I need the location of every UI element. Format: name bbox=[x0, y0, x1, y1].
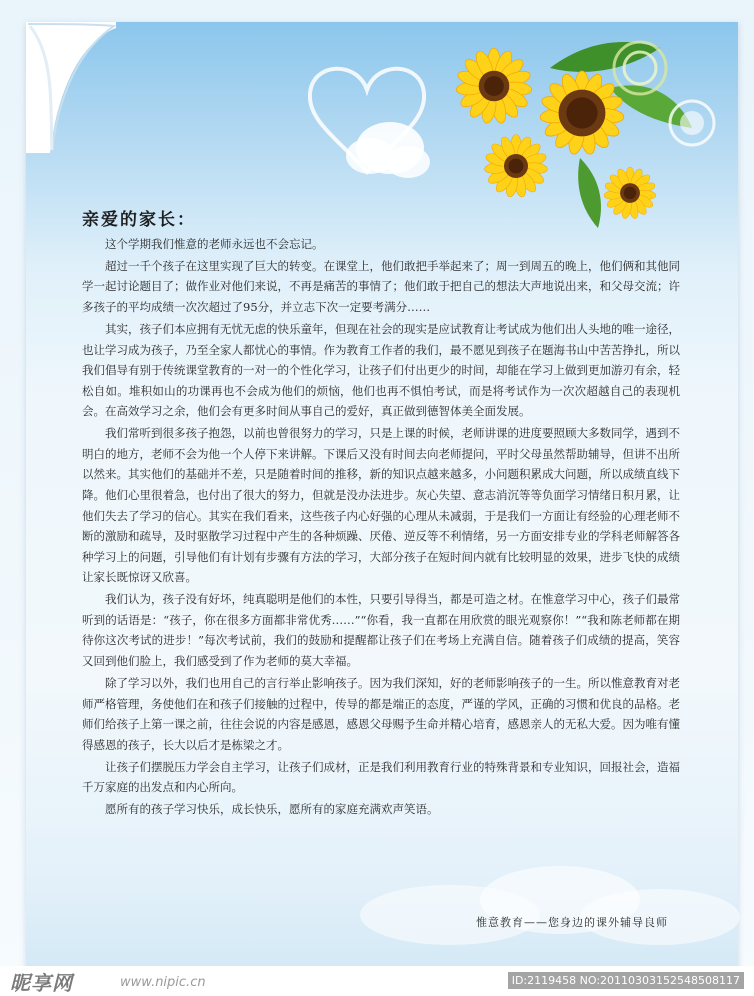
heart-cloud-decoration bbox=[292, 52, 442, 187]
letter-paragraph: 我们常听到很多孩子抱怨，以前也曾很努力的学习，只是上课的时候，老师讲课的进度要照顾大多数同学，遇到不明白的地方，老师不会为他一个人停下来讲解。下课后又没有时间去向老师提问，平时父母虽然帮助辅导，但讲不出所以然来。其实他们的基础并不差，只是随着时间的推移，新的知识点越来越多，小问题积累成大问题，所以成绩直线下降。他们心里很着急，也付出了很大的努力，但就是没办法进步。灰心失望、意志消沉等等负面学习情绪日积月累，让他们失去了学习的信心。其实在我们看来，这些孩子内心好强的心理从未减弱，于是我们一方面让有经验的心理老师不断的激励和疏导，及时驱散学习过程中产生的各种烦躁、厌倦、逆反等不利情绪，另一方面安排专业的学科老师解答各种学习上的问题，引导他们有计划有步骤有方法的学习，大部分孩子在短时间内就有比较明显的效果，进步飞快的成绩让家长既惊讶又欣喜。 bbox=[82, 426, 680, 585]
letter-paragraph: 除了学习以外，我们也用自己的言行举止影响孩子。因为我们深知，好的老师影响孩子的一生。所以惟意教育对老师严格管理，务使他们在和孩子们接触的过程中，传导的都是端正的态度，严谨的学风，正确的习惯和优良的品格。老师们给孩子上第一课之前，往往会说的内容是感恩，感恩父母赐予生命并精心培育，感恩亲人的无私大爱。因为唯有懂得感恩的孩子，长大以后才是栋梁之才。 bbox=[82, 675, 680, 752]
letter-paragraph: 其实，孩子们本应拥有无忧无虑的快乐童年，但现在社会的现实是应试教育让考试成为他们出人头地的唯一途径，也让学习成为孩子，乃至全家人都忧心的事情。作为教育工作者的我们，最不愿见到孩子在题海书山中苦苦挣扎，所以我们倡导有别于传统课堂教育的一对一的个性化学习，让孩子们付出更少的时间，却能在学习上做到更加游刃有余，轻松自如。堆积如山的功课再也不会成为他们的烦恼，他们也再不惧怕考试，而是将考试作为一次次超越自己的表现机会。在高效学习之余，他们会有更多时间从事自己的爱好，真正做到德智体美全面发展。 bbox=[82, 321, 680, 419]
letter-body bbox=[82, 234, 680, 821]
letter-signature: 惟意教育——您身边的课外辅导良师 bbox=[476, 916, 668, 929]
letter-title: 亲爱的家长： bbox=[82, 210, 196, 230]
letter-paragraph: 我们认为，孩子没有好坏，纯真聪明是他们的本性，只要引导得当，都是可造之材。在惟意学习中心，孩子们最常听到的话语是：“孩子，你在很多方面都非常优秀……”“你看，我一直都在用欣赏的眼光观察你！”“我和陈老师都在期待你这次考试的进步！”每次考试前，我们的鼓励和提醒都让孩子们在考场上充满自信。随着孩子们成绩的提高，笑容又回到他们脸上，我们感受到了作为老师的莫大幸福。 bbox=[82, 592, 680, 669]
letter-paragraph: 愿所有的孩子学习快乐，成长快乐，愿所有的家庭充满欢声笑语。 bbox=[105, 802, 439, 817]
watermark-id: ID:2119458 NO:20110303152548508117 bbox=[508, 972, 744, 989]
sunflower-decoration bbox=[430, 28, 730, 258]
letter-paragraph: 这个学期我们惟意的老师永远也不会忘记。 bbox=[105, 237, 324, 251]
letter-paragraph: 让孩子们摆脱压力学会自主学习，让孩子们成材，正是我们利用教育行业的特殊背景和专业知识，回报社会，造福千万家庭的出发点和内心所向。 bbox=[82, 759, 680, 795]
page-curl-decoration bbox=[20, 18, 120, 158]
watermark-url: www.nipic.cn bbox=[120, 975, 206, 990]
watermark-logo: 昵享网 bbox=[10, 971, 73, 995]
letter-paragraph: 超过一千个孩子在这里实现了巨大的转变。在课堂上，他们敢把手举起来了；周一到周五的晚上，他们俩和其他同学一起讨论题目了；做作业对他们来说，不再是痛苦的事情了；他们敢于把自己的想法大声地说出来，和父母交流；许多孩子的平均成绩一次次超过了95分，并立志下次一定要考满分…… bbox=[82, 258, 680, 315]
